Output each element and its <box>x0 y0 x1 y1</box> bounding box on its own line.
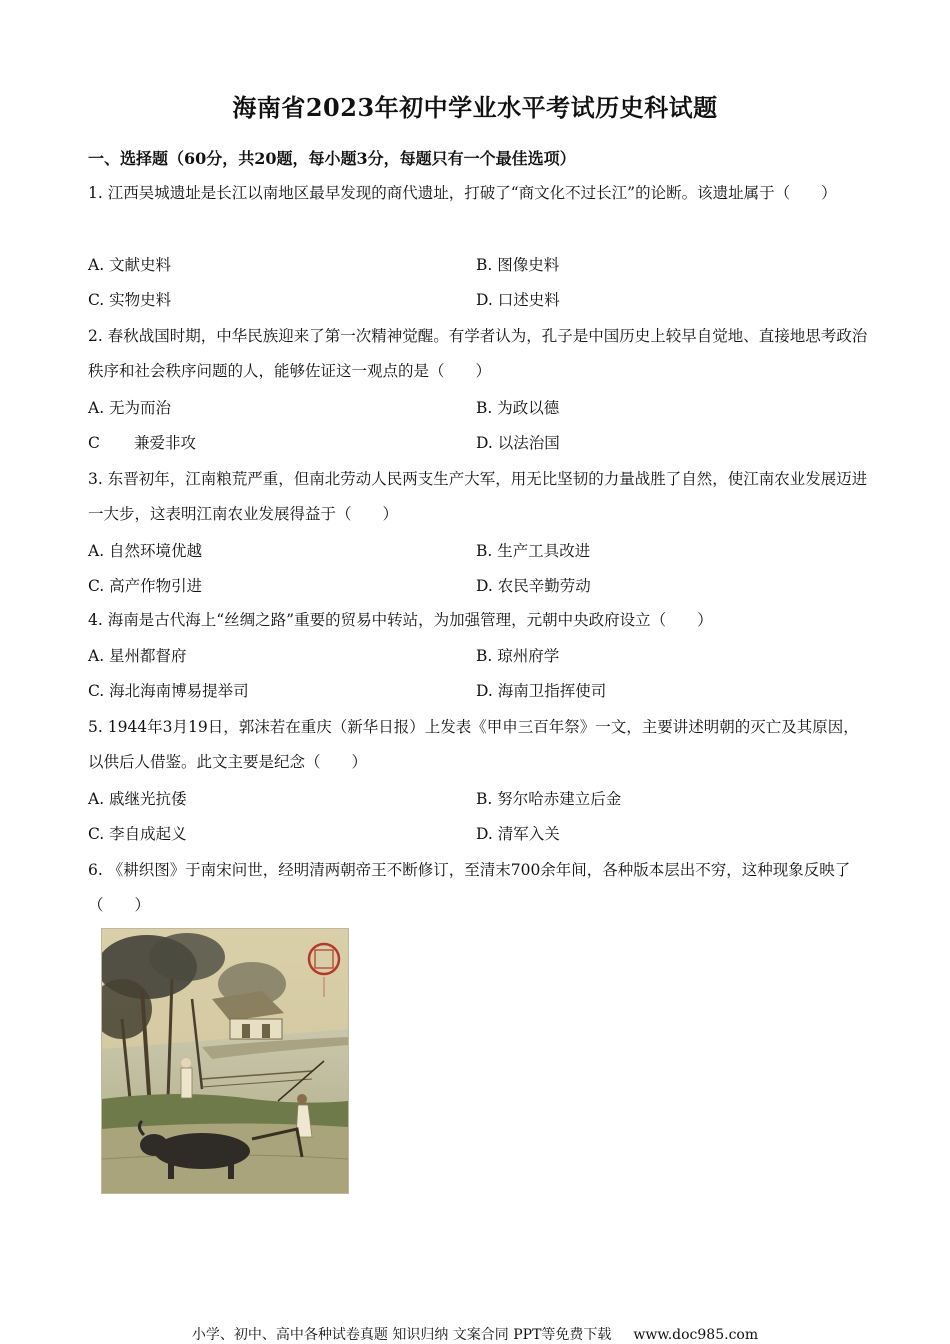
question-1-option-a: A. 文献史料 <box>88 256 172 274</box>
question-2-stem: 2. 春秋战国时期，中华民族迎来了第一次精神觉醒。有学者认为，孔子是中国历史上较早自觉地、直接地思考政治秩序和社会秩序问题的人，能够佐证这一观点的是（ ） <box>88 327 868 380</box>
question-5-stem: 5. 1944年3月19日，郭沫若在重庆（新华日报）上发表《甲申三百年祭》一文，主要讲述明朝的灭亡及其原因，以供后人借鉴。此文主要是纪念（ ） <box>88 718 859 771</box>
question-2-option-d: D. 以法治国 <box>476 434 560 452</box>
question-5-option-d: D. 清军入关 <box>476 825 560 843</box>
question-5-option-c: C. 李自成起义 <box>88 825 187 843</box>
question-3-option-a: A. 自然环境优越 <box>88 542 203 560</box>
question-2-option-c <box>88 433 196 453</box>
section-heading: 一、选择题（60分，共20题，每小题3分，每题只有一个最佳选项） <box>88 149 576 168</box>
question-1-option-c: C. 实物史料 <box>88 291 172 309</box>
question-1-option-d: D. 口述史料 <box>476 291 560 309</box>
question-4-stem: 4. 海南是古代海上“丝绸之路”重要的贸易中转站，为加强管理，元朝中央政府设立（ ） <box>88 611 713 629</box>
question-4-option-d: D. 海南卫指挥使司 <box>476 682 607 700</box>
question-2-option-c-text: 兼爱非攻 <box>134 434 197 452</box>
footer-url[interactable]: www.doc985.com <box>633 1327 759 1343</box>
footer-text: 小学、初中、高中各种试卷真题 知识归纳 文案合同 PPT等免费下载 <box>191 1327 612 1343</box>
question-5-option-b: B. 努尔哈赤建立后金 <box>476 790 622 808</box>
page-title: 海南省2023年初中学业水平考试历史科试题 <box>232 93 718 122</box>
question-2-option-c-label: C <box>88 434 100 452</box>
footer <box>0 1324 950 1344</box>
question-2-option-a: A. 无为而治 <box>88 399 172 417</box>
question-3-option-d: D. 农民辛勤劳动 <box>476 577 591 595</box>
question-4-option-a: A. 星州都督府 <box>88 647 187 665</box>
question-3-stem: 3. 东晋初年，江南粮荒严重，但南北劳动人民两支生产大军，用无比坚韧的力量战胜了自然，使江南农业发展迈进一大步，这表明江南农业发展得益于（ ） <box>88 470 868 523</box>
question-4-option-c: C. 海北海南博易提举司 <box>88 682 249 700</box>
question-3-option-c: C. 高产作物引进 <box>88 577 203 595</box>
question-4-option-b: B. 琼州府学 <box>476 647 560 665</box>
question-1-stem: 1. 江西吴城遗址是长江以南地区最早发现的商代遗址，打破了“商文化不过长江”的论断。该遗址属于（ ） <box>88 184 837 202</box>
gengzhi-painting-image <box>101 928 349 1194</box>
question-2-option-b: B. 为政以德 <box>476 399 560 417</box>
question-6-stem: 6. 《耕织图》于南宋问世，经明清两朝帝王不断修订，至清末700余年间，各种版本层出不穷，这种现象反映了（ ） <box>88 861 851 914</box>
question-3-option-b: B. 生产工具改进 <box>476 542 591 560</box>
question-1-option-b: B. 图像史料 <box>476 256 560 274</box>
question-5-option-a: A. 戚继光抗倭 <box>88 790 187 808</box>
